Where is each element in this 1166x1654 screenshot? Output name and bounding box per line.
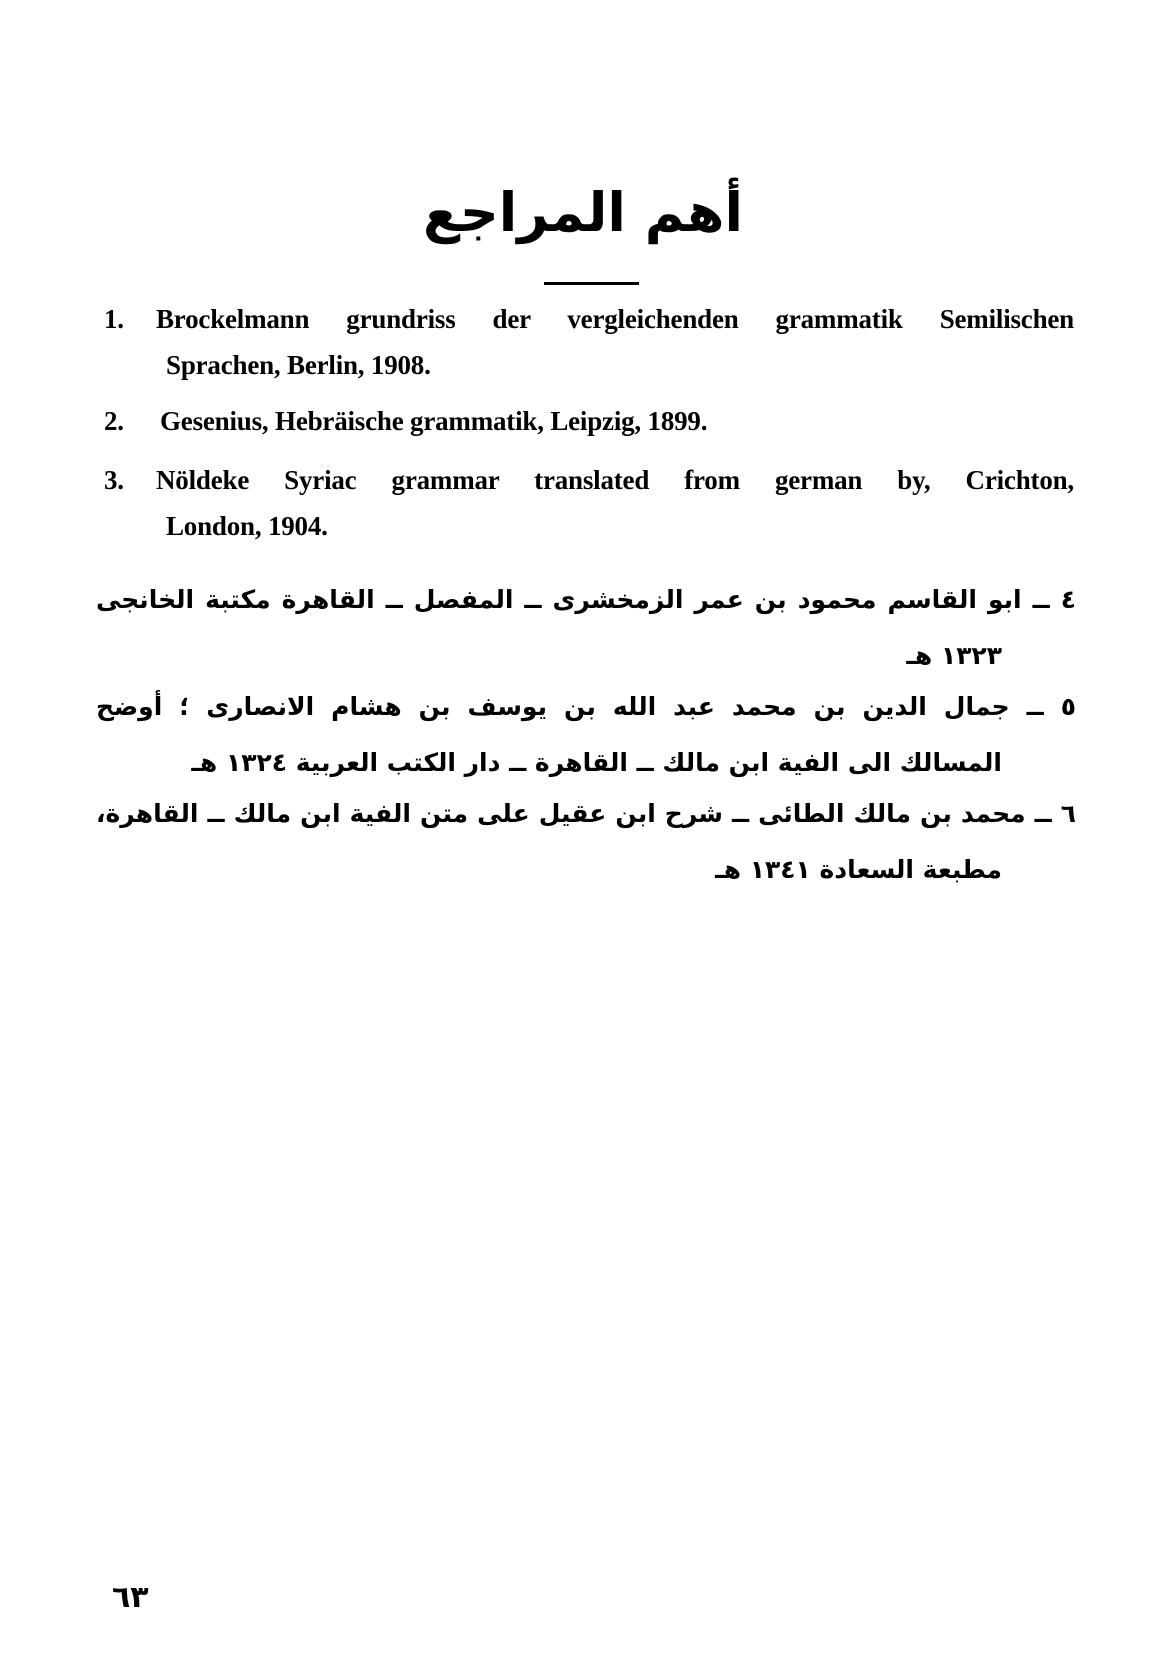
- reference-text-line: Brockelmann grundriss der vergleichenden grammatik Semilischen: [156, 304, 1074, 334]
- reference-text-line: Sprachen, Berlin, 1908.: [166, 350, 431, 380]
- reference-text-line: Nöldeke Syriac grammar translated from german by, Crichton,: [156, 465, 1074, 495]
- reference-item-2: [104, 398, 1074, 444]
- page-title: أهم المراجع: [423, 181, 743, 244]
- reference-text-line: المسالك الى الفية ابن مالك ــ القاهرة ــ دار الكتب العربية ١٣٢٤ هـ: [191, 748, 1002, 777]
- reference-text-line: ١٣٢٣ هـ: [906, 641, 1002, 670]
- reference-text-line: مطبعة السعادة ١٣٤١ هـ: [715, 855, 1002, 884]
- reference-item-3: [104, 457, 1074, 549]
- reference-text-line: ٤ ــ ابو القاسم محمود بن عمر الزمخشرى ــ المفصل ــ القاهرة مكتبة الخانجى: [96, 585, 1076, 614]
- reference-item-1: [104, 296, 1074, 388]
- reference-text-line: London, 1904.: [166, 511, 328, 541]
- reference-text-line: ٦ ــ محمد بن مالك الطائى ــ شرح ابن عقيل على متن الفية ابن مالك ــ القاهرة،: [96, 799, 1076, 828]
- reference-number: 2.: [104, 406, 124, 436]
- reference-item-5: [96, 679, 1076, 791]
- reference-text-line: ٥ ــ جمال الدين بن محمد عبد الله بن يوسف بن هشام الانصارى ؛ أوضح: [96, 692, 1076, 721]
- reference-item-4: [96, 572, 1076, 684]
- reference-number: 3.: [104, 465, 124, 495]
- reference-number: 1.: [104, 304, 124, 334]
- reference-item-6: [96, 786, 1076, 898]
- title-underline: [544, 282, 639, 285]
- page-number: ٦٣: [112, 1580, 149, 1615]
- reference-text-line: Gesenius, Hebräische grammatik, Leipzig, 1899.: [160, 406, 708, 436]
